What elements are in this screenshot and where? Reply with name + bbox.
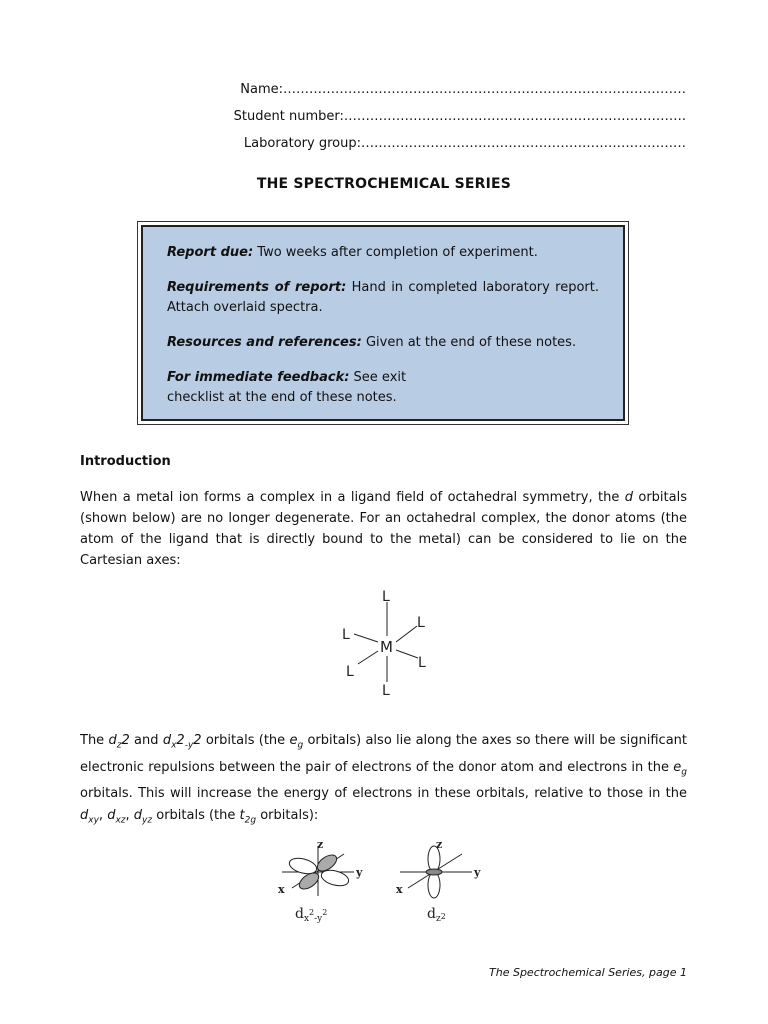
dx2-y2-label: $d_x^2_{-y}^2$	[295, 906, 328, 924]
ligand-top: L	[382, 589, 390, 605]
report-due: Report due: Two weeks after completion of experiment.	[167, 245, 538, 260]
page-title: THE SPECTROCHEMICAL SERIES	[256, 176, 512, 192]
svg-text:y: y	[356, 866, 363, 879]
dx2-y2-orbital-diagram	[272, 836, 372, 926]
student-info-fields	[234, 76, 686, 157]
dz2-label: $d_z2$	[427, 906, 446, 924]
ligand-right-upper: L	[417, 615, 425, 631]
resources-references: Resources and references: Given at the end of these notes.	[167, 335, 577, 350]
svg-text:x: x	[396, 883, 403, 896]
eg-orbitals-paragraph: The $d_z2$ and $d_x2_{-y}2$ orbitals (the $e_g$ orbitals) also lie along the axes so there will be significant electronic repulsions between the pair of electrons of the donor atom and electrons in the $e_g$ orbitals. This will increase the energy of electrons in these orbitals, relative to those in the $d_{xy}$, $d_{xz}$, $d_{yz}$ orbitals (the $t_{2g}$ orbitals):	[80, 733, 688, 826]
metal-label: M	[380, 638, 393, 656]
report-info-box	[137, 221, 629, 425]
immediate-feedback: For immediate feedback: See exit checklist at the end of these notes.	[167, 370, 407, 405]
svg-text:z: z	[317, 838, 324, 851]
report-requirements: Requirements of report: Hand in completed laboratory report. Attach overlaid spectra.	[167, 280, 600, 315]
student-number-field: Student number:…………………………………………………………………….	[233, 109, 686, 124]
ligand-right-lower: L	[418, 655, 426, 671]
svg-text:y: y	[474, 866, 481, 879]
svg-text:z: z	[436, 838, 443, 851]
octahedral-complex-diagram	[330, 582, 450, 702]
introduction-paragraph: When a metal ion forms a complex in a ligand field of octahedral symmetry, the d orbitals (shown below) are no longer degenerate. For an octahedral complex, the donor atoms (the atom of the ligand that is directly bound to the metal) can be considered to lie on the Cartesian axes:	[80, 490, 687, 568]
svg-text:x: x	[278, 883, 285, 896]
page-footer: The Spectrochemical Series, page 1	[489, 966, 687, 979]
ligand-left: L	[342, 627, 350, 643]
introduction-heading: Introduction	[80, 454, 171, 469]
ligand-bottom: L	[382, 683, 390, 699]
dz2-orbital-diagram	[392, 836, 492, 926]
ligand-left-lower: L	[346, 664, 354, 680]
name-field: Name:…………………………………………………………………………………	[240, 82, 686, 97]
laboratory-group-field: Laboratory group:…………………………………………………………………	[243, 136, 686, 151]
